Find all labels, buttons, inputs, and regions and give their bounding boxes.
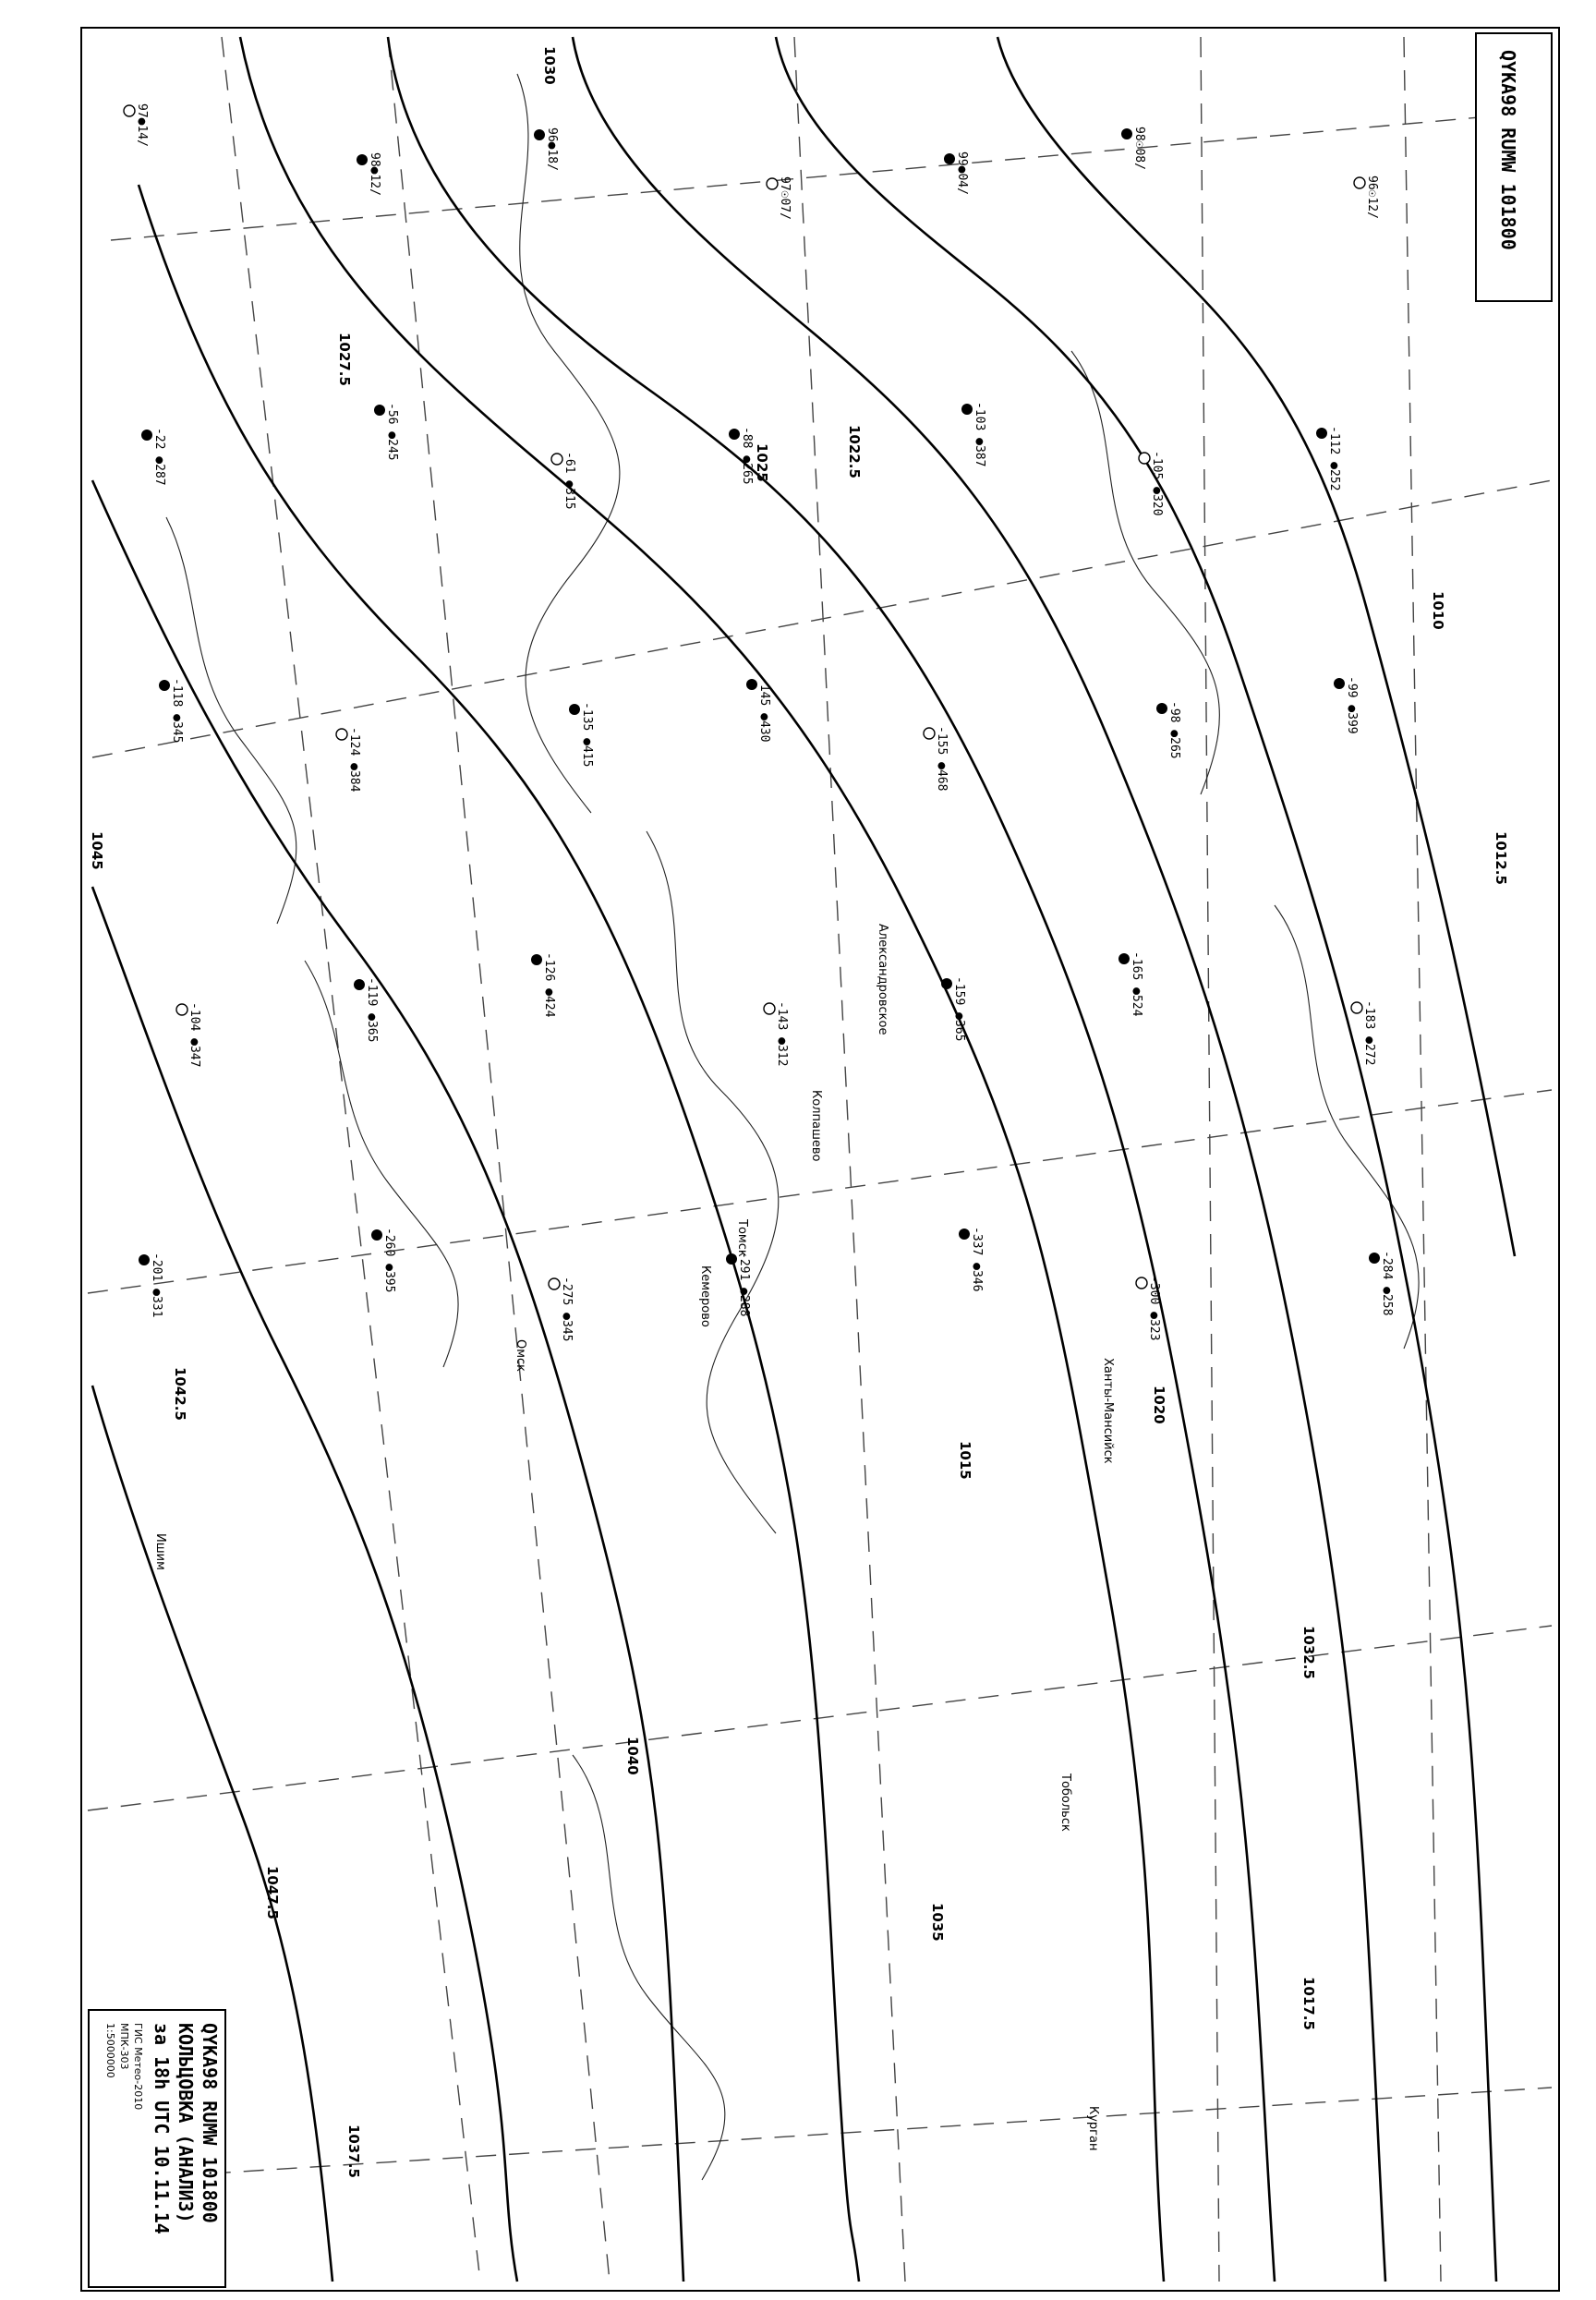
station-plot: [176, 1002, 201, 1067]
station-code: -337 ●346: [970, 1227, 984, 1292]
station-marker: [159, 680, 170, 691]
station-plot: [1334, 676, 1359, 734]
station-marker: [764, 1003, 775, 1014]
station-marker: [1334, 678, 1345, 689]
station-plot: [924, 726, 949, 791]
station-marker: [1351, 1002, 1362, 1013]
legend-line1: QYKA98 RUMW 101800: [199, 2023, 221, 2223]
station-plot: [764, 1001, 789, 1066]
station-plot: [1139, 451, 1164, 515]
station-marker: [941, 978, 952, 989]
station-plot: [336, 727, 361, 793]
station-code: -143 ●312: [775, 1001, 789, 1067]
station-plot: [534, 127, 559, 171]
station-marker: [354, 979, 365, 990]
isobar-label: 1030: [541, 46, 558, 85]
station-marker: [551, 454, 562, 465]
legend-meta3: 1:5000000: [104, 2023, 116, 2078]
station-plot: [729, 427, 754, 485]
station-code: -88 ●265: [740, 427, 754, 485]
station-code: 97☉07/: [778, 176, 792, 220]
station-marker: [1354, 177, 1365, 188]
station-plot: [371, 1228, 396, 1292]
isobar-label: 1012.5: [1493, 831, 1509, 885]
station-plot: [141, 428, 166, 486]
place-name: Тобольск: [1058, 1773, 1072, 1832]
station-plot: [124, 103, 149, 147]
station-code: -183 ●272: [1362, 1000, 1376, 1066]
station-code: -260 ●395: [382, 1228, 396, 1293]
legend-meta1: ГИС Метео-2010: [132, 2023, 144, 2111]
station-code: 99●04/: [955, 151, 969, 195]
station-plot: [374, 403, 399, 461]
station-plot: [1316, 426, 1341, 490]
isobar-label: 1037.5: [345, 2124, 362, 2178]
isobar-label: 1017.5: [1300, 1977, 1317, 2030]
station-code: -103 ●387: [973, 402, 986, 467]
place-names: [153, 924, 1115, 2150]
station-plot: [767, 176, 792, 220]
station-code: -112 ●252: [1327, 426, 1341, 491]
station-plot: [944, 151, 969, 195]
station-marker: [1139, 453, 1150, 464]
station-code: 96☉12/: [1365, 176, 1379, 219]
station-code: -155 ●468: [935, 726, 949, 792]
station-plot: [1354, 176, 1379, 219]
place-name: Александровское: [876, 924, 889, 1035]
station-plot: [159, 678, 184, 743]
station-code: -119 ●365: [365, 977, 379, 1043]
isobar-label: 1010: [1430, 591, 1446, 630]
station-plot: [551, 452, 576, 510]
station-plot: [961, 402, 986, 466]
station-code: 98☉08/: [1132, 127, 1146, 170]
station-marker: [549, 1278, 560, 1289]
station-marker: [726, 1253, 737, 1265]
place-name: Ханты-Мансийск: [1101, 1358, 1115, 1464]
station-marker: [1156, 703, 1167, 714]
station-code: 97●14/: [135, 103, 149, 147]
station-marker: [959, 1229, 970, 1240]
station-marker: [139, 1254, 150, 1265]
isobar: [139, 185, 859, 2282]
isobar-label: 1032.5: [1300, 1626, 1317, 1679]
station-marker: [1316, 428, 1327, 439]
top-header-text: QYKA98 RUMW 101800: [1497, 50, 1519, 250]
station-plot: [1136, 1276, 1161, 1340]
station-code: -99 ●399: [1345, 676, 1359, 734]
station-plot: [1156, 701, 1181, 759]
station-plot: [1121, 127, 1146, 170]
station-marker: [336, 729, 347, 740]
station-marker: [374, 405, 385, 416]
station-plot: [1369, 1251, 1394, 1315]
station-plot: [941, 976, 966, 1041]
isobar-label: 1025: [754, 443, 770, 482]
station-marker: [767, 178, 778, 189]
station-marker: [124, 105, 135, 116]
isobar-label: 1040: [624, 1737, 641, 1775]
isobar-label: 1045: [89, 831, 105, 870]
station-marker: [176, 1004, 187, 1015]
station-marker: [371, 1229, 382, 1241]
station-code: -275 ●345: [560, 1277, 574, 1342]
legend-line3: за 18h UTC 10.11.14: [151, 2023, 173, 2234]
station-code: -291 ●288: [737, 1252, 751, 1317]
isobar-label: 1022.5: [846, 425, 863, 478]
station-marker: [1369, 1253, 1380, 1264]
station-code: -124 ●384: [347, 727, 361, 793]
place-name: Кемерово: [698, 1265, 712, 1327]
legend-meta2: МПК-303: [118, 2023, 130, 2070]
legend-line2: КОЛЬЦОВКА (АНАЛИЗ): [175, 2023, 197, 2223]
station-code: -201 ●331: [150, 1253, 163, 1318]
station-marker: [534, 129, 545, 140]
station-marker: [357, 154, 368, 165]
isobar-label: 1020: [1151, 1386, 1167, 1424]
station-code: -145 ●430: [757, 677, 771, 743]
station-marker: [746, 679, 757, 690]
station-code: 96●18/: [545, 127, 559, 171]
isobar-label: 1015: [957, 1441, 973, 1480]
station-plot: [746, 677, 771, 742]
station-marker: [531, 954, 542, 965]
station-plot: [1351, 1000, 1376, 1065]
place-name: Томск: [735, 1219, 749, 1257]
station-marker: [1121, 128, 1132, 139]
station-marker: [1136, 1277, 1147, 1289]
place-name: Омск: [514, 1339, 527, 1373]
isobar-labels: [89, 46, 1509, 2178]
legend-box: [89, 2010, 225, 2287]
station-plot: [549, 1277, 574, 1341]
isobars: [92, 37, 1515, 2282]
station-code: -165 ●524: [1130, 951, 1143, 1017]
station-marker: [729, 429, 740, 440]
place-name: Ишим: [153, 1533, 167, 1570]
isobar: [776, 37, 1496, 2282]
station-plot: [139, 1253, 163, 1317]
station-plot: [726, 1252, 751, 1316]
station-marker: [961, 404, 973, 415]
place-name: Курган: [1086, 2106, 1100, 2151]
station-code: 98●12/: [368, 152, 381, 196]
station-marker: [1118, 953, 1130, 964]
station-marker: [569, 704, 580, 715]
station-plot: [531, 952, 556, 1018]
station-code: -135 ●415: [580, 702, 594, 768]
station-marker: [944, 153, 955, 164]
top-header: [1476, 33, 1552, 301]
place-name: Колпашево: [809, 1090, 823, 1162]
geography-lines: [166, 74, 1419, 2180]
station-plot: [357, 152, 381, 196]
isobar-label: 1035: [929, 1903, 946, 1942]
station-code: -300 ●323: [1147, 1276, 1161, 1341]
isobar-label: 1027.5: [336, 333, 353, 386]
station-code: -98 ●265: [1167, 701, 1181, 759]
station-plot: [569, 702, 594, 767]
station-code: -56 ●245: [385, 403, 399, 461]
station-code: -105 ●320: [1150, 451, 1164, 516]
station-code: -126 ●424: [542, 952, 556, 1018]
station-code: -159 ●365: [952, 976, 966, 1042]
station-code: -22 ●287: [152, 428, 166, 486]
station-marker: [141, 430, 152, 441]
station-code: -104 ●347: [187, 1002, 201, 1068]
isobar-label: 1047.5: [264, 1866, 281, 1919]
isobar: [240, 37, 1164, 2282]
station-code: -118 ●345: [170, 678, 184, 744]
station-plot: [354, 977, 379, 1042]
station-plot: [959, 1227, 984, 1291]
station-code: -284 ●258: [1380, 1251, 1394, 1316]
isobar-label: 1042.5: [172, 1367, 188, 1421]
station-plot: [1118, 951, 1143, 1017]
station-marker: [924, 728, 935, 739]
station-code: -61 ●315: [562, 452, 576, 510]
isobar: [998, 37, 1515, 1256]
